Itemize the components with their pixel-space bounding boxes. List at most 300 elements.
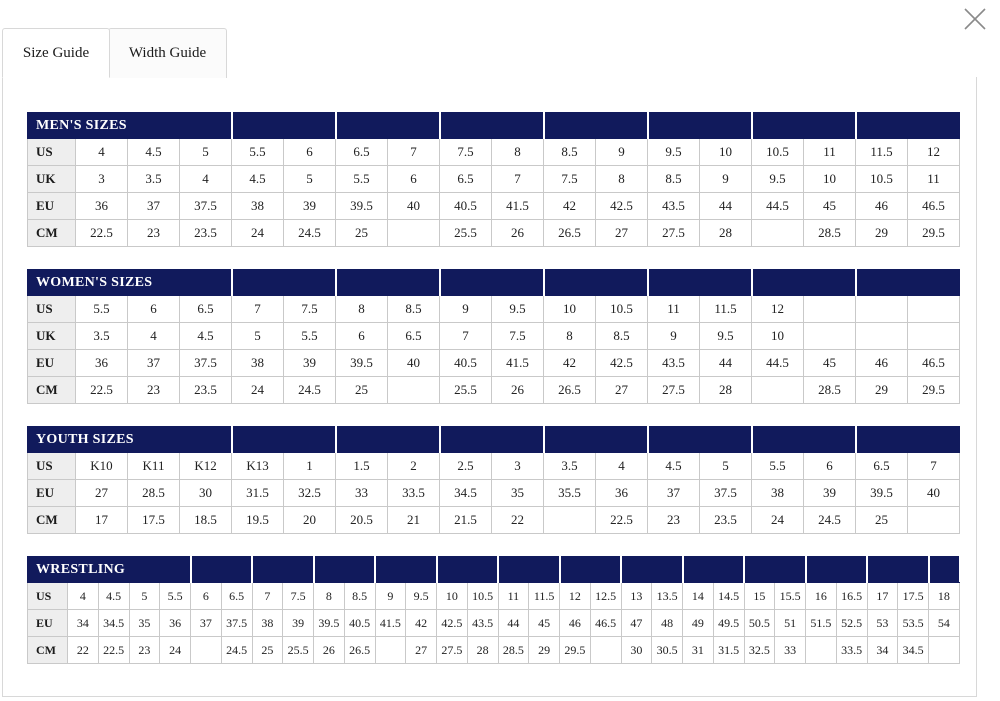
table-cell: 13 bbox=[621, 583, 652, 610]
table-cell: 7.5 bbox=[492, 323, 544, 350]
table-cell: 25.5 bbox=[440, 377, 492, 404]
table-cell: 21.5 bbox=[440, 507, 492, 534]
size-tables-container bbox=[27, 112, 959, 686]
table-cell: 7 bbox=[232, 296, 284, 323]
table-header-segment bbox=[375, 557, 437, 583]
table-cell: 9.5 bbox=[492, 296, 544, 323]
table-cell: 6 bbox=[128, 296, 180, 323]
table-cell: 4.5 bbox=[98, 583, 129, 610]
table-cell: 13.5 bbox=[652, 583, 683, 610]
table-header-segment bbox=[648, 113, 752, 139]
table-cell: 8 bbox=[492, 139, 544, 166]
table-cell: 39 bbox=[804, 480, 856, 507]
table-title: WOMEN'S SIZES bbox=[28, 270, 232, 296]
table-cell bbox=[804, 323, 856, 350]
table-cell: 5 bbox=[180, 139, 232, 166]
table-cell bbox=[856, 323, 908, 350]
table-cell: 33.5 bbox=[836, 637, 867, 664]
table-cell bbox=[752, 377, 804, 404]
table-cell: 9 bbox=[648, 323, 700, 350]
table-cell: 8 bbox=[596, 166, 648, 193]
table-cell: 36 bbox=[76, 350, 128, 377]
table-cell: 22.5 bbox=[76, 220, 128, 247]
table-cell: 14 bbox=[683, 583, 714, 610]
table-header-segment bbox=[252, 557, 314, 583]
table-cell: 7 bbox=[388, 139, 440, 166]
table-cell: 6.5 bbox=[856, 453, 908, 480]
table-cell: 33 bbox=[775, 637, 806, 664]
table-cell: 48 bbox=[652, 610, 683, 637]
table-cell: 34.5 bbox=[440, 480, 492, 507]
table-cell: 5.5 bbox=[752, 453, 804, 480]
table-cell: 19.5 bbox=[232, 507, 284, 534]
table-cell: 31 bbox=[683, 637, 714, 664]
table-header-segment bbox=[191, 557, 253, 583]
table-header-segment bbox=[336, 270, 440, 296]
table-cell: 29 bbox=[856, 377, 908, 404]
size-table-womens bbox=[27, 269, 960, 404]
table-header-row bbox=[28, 270, 960, 296]
table-cell: 53.5 bbox=[898, 610, 929, 637]
table-cell: 34.5 bbox=[898, 637, 929, 664]
size-guide-panel bbox=[2, 77, 977, 697]
table-cell: 43.5 bbox=[467, 610, 498, 637]
table-header-segment bbox=[544, 427, 648, 453]
table-cell: 5.5 bbox=[76, 296, 128, 323]
table-cell: 40 bbox=[908, 480, 960, 507]
table-cell: 27 bbox=[596, 220, 648, 247]
table-cell: 5.5 bbox=[232, 139, 284, 166]
table-cell: 37.5 bbox=[180, 350, 232, 377]
table-cell: 7.5 bbox=[283, 583, 314, 610]
table-cell: 46.5 bbox=[908, 350, 960, 377]
table-cell: 26.5 bbox=[344, 637, 375, 664]
table-cell: 43.5 bbox=[648, 350, 700, 377]
table-cell: 33.5 bbox=[388, 480, 440, 507]
table-cell: 39 bbox=[284, 193, 336, 220]
table-cell: 4.5 bbox=[232, 166, 284, 193]
table-header-segment bbox=[544, 113, 648, 139]
table-row bbox=[28, 350, 960, 377]
table-cell: 24.5 bbox=[284, 220, 336, 247]
table-cell: 36 bbox=[596, 480, 648, 507]
table-cell: 23 bbox=[128, 220, 180, 247]
table-cell: 9 bbox=[700, 166, 752, 193]
table-cell: 7 bbox=[252, 583, 283, 610]
table-row bbox=[28, 507, 960, 534]
table-cell bbox=[806, 637, 837, 664]
row-label-us: US bbox=[28, 583, 68, 610]
table-cell: 23.5 bbox=[700, 507, 752, 534]
table-cell: 22.5 bbox=[596, 507, 648, 534]
table-cell: 44.5 bbox=[752, 350, 804, 377]
table-cell bbox=[375, 637, 406, 664]
table-header-segment bbox=[752, 427, 856, 453]
table-cell: 7.5 bbox=[440, 139, 492, 166]
table-cell: 11 bbox=[804, 139, 856, 166]
table-cell: 42 bbox=[544, 193, 596, 220]
table-cell: 41.5 bbox=[492, 193, 544, 220]
table-header-segment bbox=[856, 270, 960, 296]
table-cell: 12 bbox=[560, 583, 591, 610]
table-cell bbox=[191, 637, 222, 664]
size-table-youth bbox=[27, 426, 960, 534]
table-cell: 5 bbox=[700, 453, 752, 480]
table-cell: 23 bbox=[128, 377, 180, 404]
table-cell: 38 bbox=[232, 350, 284, 377]
table-cell: 29.5 bbox=[908, 377, 960, 404]
table-header-segment bbox=[648, 270, 752, 296]
table-cell: 42 bbox=[544, 350, 596, 377]
table-cell: 7 bbox=[440, 323, 492, 350]
table-cell: 7 bbox=[492, 166, 544, 193]
table-cell: 46 bbox=[560, 610, 591, 637]
table-row bbox=[28, 220, 960, 247]
table-cell: 5.5 bbox=[160, 583, 191, 610]
table-header-segment bbox=[232, 113, 336, 139]
table-cell: 37.5 bbox=[180, 193, 232, 220]
table-cell: 37 bbox=[191, 610, 222, 637]
table-cell: 10 bbox=[437, 583, 468, 610]
table-header-segment bbox=[806, 557, 868, 583]
table-cell: 2 bbox=[388, 453, 440, 480]
table-cell: 6.5 bbox=[336, 139, 388, 166]
table-cell: 11.5 bbox=[529, 583, 560, 610]
table-cell: 31.5 bbox=[232, 480, 284, 507]
row-label-cm: CM bbox=[28, 507, 76, 534]
table-cell: 36 bbox=[76, 193, 128, 220]
table-cell: 8.5 bbox=[344, 583, 375, 610]
table-cell: 26 bbox=[492, 220, 544, 247]
table-cell: 25 bbox=[336, 220, 388, 247]
table-cell: 24.5 bbox=[804, 507, 856, 534]
table-cell: 39.5 bbox=[856, 480, 908, 507]
table-cell: 53 bbox=[867, 610, 898, 637]
table-cell: 8 bbox=[314, 583, 345, 610]
table-cell: 24 bbox=[232, 220, 284, 247]
table-header-segment bbox=[440, 270, 544, 296]
table-cell: 46.5 bbox=[590, 610, 621, 637]
table-cell: 37 bbox=[128, 350, 180, 377]
table-cell: 10 bbox=[700, 139, 752, 166]
table-cell: 21 bbox=[388, 507, 440, 534]
table-cell: 24.5 bbox=[284, 377, 336, 404]
table-cell: 38 bbox=[252, 610, 283, 637]
table-cell: 15 bbox=[744, 583, 775, 610]
table-cell: 27 bbox=[406, 637, 437, 664]
table-row bbox=[28, 296, 960, 323]
table-cell: 45 bbox=[804, 193, 856, 220]
table-cell: 9 bbox=[440, 296, 492, 323]
table-cell: 5 bbox=[284, 166, 336, 193]
table-cell: 39.5 bbox=[336, 193, 388, 220]
table-cell: 44 bbox=[700, 350, 752, 377]
table-cell: 27 bbox=[76, 480, 128, 507]
table-cell: 29.5 bbox=[908, 220, 960, 247]
table-cell: 8 bbox=[544, 323, 596, 350]
table-cell: 37.5 bbox=[700, 480, 752, 507]
table-cell: 38 bbox=[232, 193, 284, 220]
table-cell: 32.5 bbox=[744, 637, 775, 664]
table-cell: 4 bbox=[180, 166, 232, 193]
size-table-wrestling bbox=[27, 556, 960, 664]
table-cell: 26.5 bbox=[544, 377, 596, 404]
table-cell: 46.5 bbox=[908, 193, 960, 220]
table-cell: 4.5 bbox=[648, 453, 700, 480]
table-header-row bbox=[28, 427, 960, 453]
table-cell: 10.5 bbox=[752, 139, 804, 166]
table-cell bbox=[856, 296, 908, 323]
table-cell: 8.5 bbox=[544, 139, 596, 166]
table-cell: 4 bbox=[128, 323, 180, 350]
table-cell: 26.5 bbox=[544, 220, 596, 247]
row-label-uk: UK bbox=[28, 323, 76, 350]
table-header-segment bbox=[498, 557, 560, 583]
table-cell bbox=[544, 507, 596, 534]
table-cell: 40.5 bbox=[440, 350, 492, 377]
table-cell: 17 bbox=[867, 583, 898, 610]
table-header-segment bbox=[929, 557, 960, 583]
table-cell: 28.5 bbox=[804, 377, 856, 404]
table-cell: 49.5 bbox=[713, 610, 744, 637]
table-cell: 33 bbox=[336, 480, 388, 507]
table-cell: 37.5 bbox=[221, 610, 252, 637]
table-cell: 9.5 bbox=[700, 323, 752, 350]
table-header-segment bbox=[648, 427, 752, 453]
row-label-cm: CM bbox=[28, 220, 76, 247]
table-cell bbox=[929, 637, 960, 664]
table-cell: 8 bbox=[336, 296, 388, 323]
table-cell: 40 bbox=[388, 350, 440, 377]
table-row bbox=[28, 610, 960, 637]
table-row bbox=[28, 480, 960, 507]
row-label-us: US bbox=[28, 453, 76, 480]
table-row bbox=[28, 453, 960, 480]
table-cell: 9 bbox=[596, 139, 648, 166]
table-cell: 42.5 bbox=[596, 350, 648, 377]
table-cell bbox=[908, 507, 960, 534]
table-header-segment bbox=[336, 427, 440, 453]
table-cell: 25.5 bbox=[440, 220, 492, 247]
table-header-segment bbox=[621, 557, 683, 583]
table-cell: 11 bbox=[908, 166, 960, 193]
table-row bbox=[28, 377, 960, 404]
table-cell bbox=[752, 220, 804, 247]
table-cell bbox=[908, 323, 960, 350]
table-cell: 35 bbox=[129, 610, 160, 637]
table-cell: 24 bbox=[160, 637, 191, 664]
table-cell: 39.5 bbox=[314, 610, 345, 637]
row-label-cm: CM bbox=[28, 637, 68, 664]
table-cell: 3.5 bbox=[76, 323, 128, 350]
table-header-segment bbox=[856, 427, 960, 453]
table-cell: 27.5 bbox=[648, 377, 700, 404]
table-cell: 44.5 bbox=[752, 193, 804, 220]
table-cell: 11 bbox=[648, 296, 700, 323]
table-cell: 22.5 bbox=[76, 377, 128, 404]
table-header-segment bbox=[560, 557, 622, 583]
tab-bar bbox=[0, 28, 1000, 78]
table-cell: 5 bbox=[129, 583, 160, 610]
table-cell: 29 bbox=[856, 220, 908, 247]
table-cell: 44 bbox=[498, 610, 529, 637]
table-cell: 34 bbox=[867, 637, 898, 664]
table-cell: 46 bbox=[856, 350, 908, 377]
table-cell bbox=[590, 637, 621, 664]
table-cell: 40.5 bbox=[440, 193, 492, 220]
table-cell: 22 bbox=[492, 507, 544, 534]
table-cell: 4 bbox=[76, 139, 128, 166]
table-cell: 7.5 bbox=[284, 296, 336, 323]
table-cell: 41.5 bbox=[375, 610, 406, 637]
table-title: MEN'S SIZES bbox=[28, 113, 232, 139]
table-cell: 4.5 bbox=[180, 323, 232, 350]
table-cell: 24 bbox=[752, 507, 804, 534]
table-cell: 6.5 bbox=[221, 583, 252, 610]
table-cell: 3 bbox=[492, 453, 544, 480]
table-cell: 52.5 bbox=[836, 610, 867, 637]
table-cell: 22.5 bbox=[98, 637, 129, 664]
table-cell: 6.5 bbox=[440, 166, 492, 193]
table-cell: 17.5 bbox=[128, 507, 180, 534]
table-cell: 51 bbox=[775, 610, 806, 637]
row-label-eu: EU bbox=[28, 480, 76, 507]
table-cell: 9.5 bbox=[406, 583, 437, 610]
table-row bbox=[28, 166, 960, 193]
table-cell: 7 bbox=[908, 453, 960, 480]
table-cell: 22 bbox=[68, 637, 99, 664]
table-cell: 36 bbox=[160, 610, 191, 637]
table-cell: 30.5 bbox=[652, 637, 683, 664]
table-cell: K12 bbox=[180, 453, 232, 480]
table-cell: 10 bbox=[804, 166, 856, 193]
table-cell: 44 bbox=[700, 193, 752, 220]
table-cell: 41.5 bbox=[492, 350, 544, 377]
table-cell: 25.5 bbox=[283, 637, 314, 664]
table-cell: 12 bbox=[752, 296, 804, 323]
table-cell: 32.5 bbox=[284, 480, 336, 507]
table-cell: 25 bbox=[252, 637, 283, 664]
table-cell: 12.5 bbox=[590, 583, 621, 610]
table-cell: 25 bbox=[336, 377, 388, 404]
table-cell: 37 bbox=[128, 193, 180, 220]
table-cell: 29.5 bbox=[560, 637, 591, 664]
table-cell bbox=[908, 296, 960, 323]
tab-width-guide-label: Width Guide bbox=[128, 45, 207, 61]
table-header-segment bbox=[232, 270, 336, 296]
table-cell: 6 bbox=[284, 139, 336, 166]
table-cell: 28.5 bbox=[804, 220, 856, 247]
table-cell: 11.5 bbox=[856, 139, 908, 166]
table-title: YOUTH SIZES bbox=[28, 427, 232, 453]
table-header-segment bbox=[440, 427, 544, 453]
row-label-uk: UK bbox=[28, 166, 76, 193]
table-cell: 9 bbox=[375, 583, 406, 610]
table-cell: 8.5 bbox=[596, 323, 648, 350]
table-cell: 47 bbox=[621, 610, 652, 637]
table-cell: 25 bbox=[856, 507, 908, 534]
row-label-eu: EU bbox=[28, 610, 68, 637]
table-header-segment bbox=[856, 113, 960, 139]
table-cell: 20 bbox=[284, 507, 336, 534]
table-cell: 39 bbox=[284, 350, 336, 377]
table-cell: 8.5 bbox=[388, 296, 440, 323]
table-header-segment bbox=[744, 557, 806, 583]
row-label-us: US bbox=[28, 296, 76, 323]
table-cell: 17 bbox=[76, 507, 128, 534]
table-cell: 23 bbox=[648, 507, 700, 534]
table-cell: K13 bbox=[232, 453, 284, 480]
table-cell: 6 bbox=[804, 453, 856, 480]
table-cell: K10 bbox=[76, 453, 128, 480]
table-cell: 6 bbox=[336, 323, 388, 350]
table-cell: 24.5 bbox=[221, 637, 252, 664]
table-header-segment bbox=[336, 113, 440, 139]
table-cell: 16 bbox=[806, 583, 837, 610]
table-cell: 28 bbox=[700, 220, 752, 247]
table-cell: 45 bbox=[804, 350, 856, 377]
table-cell bbox=[388, 377, 440, 404]
table-header-segment bbox=[752, 113, 856, 139]
table-cell: 49 bbox=[683, 610, 714, 637]
table-cell: 26 bbox=[492, 377, 544, 404]
table-cell: 28.5 bbox=[128, 480, 180, 507]
table-cell: 6.5 bbox=[388, 323, 440, 350]
table-cell: 38 bbox=[752, 480, 804, 507]
table-cell: 18.5 bbox=[180, 507, 232, 534]
row-label-cm: CM bbox=[28, 377, 76, 404]
table-cell: 42 bbox=[406, 610, 437, 637]
table-cell: 11 bbox=[498, 583, 529, 610]
table-header-segment bbox=[752, 270, 856, 296]
table-cell: 23 bbox=[129, 637, 160, 664]
table-cell: 6.5 bbox=[180, 296, 232, 323]
tab-width-guide[interactable] bbox=[108, 28, 227, 78]
table-cell: 2.5 bbox=[440, 453, 492, 480]
table-cell: 40 bbox=[388, 193, 440, 220]
table-cell: 9.5 bbox=[752, 166, 804, 193]
table-cell bbox=[388, 220, 440, 247]
table-cell: 35.5 bbox=[544, 480, 596, 507]
table-cell: 4 bbox=[596, 453, 648, 480]
table-cell: 39.5 bbox=[336, 350, 388, 377]
table-header-segment bbox=[437, 557, 499, 583]
table-cell: 6 bbox=[191, 583, 222, 610]
table-title: WRESTLING bbox=[28, 557, 191, 583]
table-header-row bbox=[28, 557, 960, 583]
tab-size-guide[interactable] bbox=[2, 28, 110, 78]
table-cell: 27.5 bbox=[437, 637, 468, 664]
table-cell: 30 bbox=[621, 637, 652, 664]
table-cell: 51.5 bbox=[806, 610, 837, 637]
table-cell: 35 bbox=[492, 480, 544, 507]
table-cell: 46 bbox=[856, 193, 908, 220]
table-cell: 12 bbox=[908, 139, 960, 166]
table-cell: 15.5 bbox=[775, 583, 806, 610]
table-cell: 23.5 bbox=[180, 220, 232, 247]
table-cell: 3.5 bbox=[128, 166, 180, 193]
row-label-eu: EU bbox=[28, 350, 76, 377]
table-row bbox=[28, 323, 960, 350]
table-header-segment bbox=[232, 427, 336, 453]
table-header-segment bbox=[314, 557, 376, 583]
row-label-us: US bbox=[28, 139, 76, 166]
table-cell: 23.5 bbox=[180, 377, 232, 404]
table-cell: 10.5 bbox=[467, 583, 498, 610]
table-cell: 3 bbox=[76, 166, 128, 193]
table-cell: 10 bbox=[752, 323, 804, 350]
table-cell: 3.5 bbox=[544, 453, 596, 480]
